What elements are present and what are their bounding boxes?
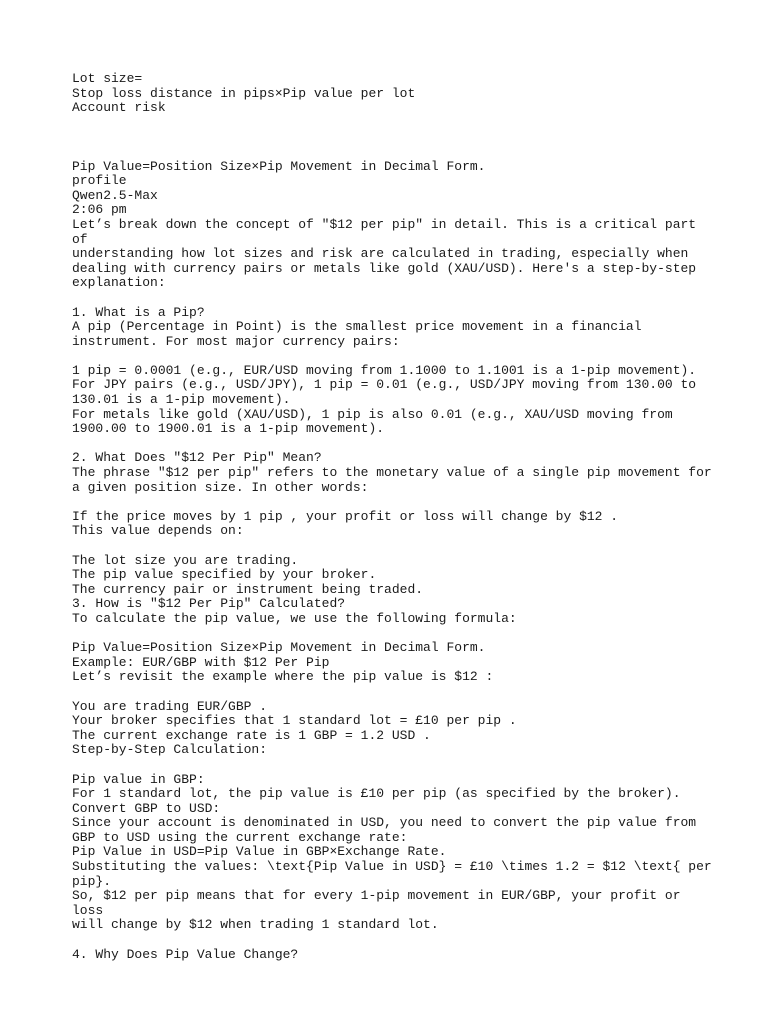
text-line: So, $12 per pip means that for every 1-pip movement in EUR/GBP, your profit or loss: [72, 888, 689, 918]
text-line: 2. What Does "$12 Per Pip" Mean?: [72, 450, 322, 466]
text-line: The phrase "$12 per pip" refers to the monetary value of a single pip movement for: [72, 465, 712, 481]
text-line: For JPY pairs (e.g., USD/JPY), 1 pip = 0.01 (e.g., USD/JPY moving from 130.00 to: [72, 377, 697, 393]
text-line: 2:06 pm: [72, 202, 127, 218]
text-line: Let’s revisit the example where the pip value is $12 :: [72, 669, 494, 685]
text-line: [72, 758, 712, 773]
text-line: Stop loss distance in pips×Pip value per lot: [72, 85, 416, 101]
text-line: 1900.00 to 1900.01 is a 1-pip movement).: [72, 421, 385, 437]
text-line: GBP to USD using the current exchange rate:: [72, 829, 408, 845]
text-line: [72, 349, 712, 364]
text-line: [72, 685, 712, 700]
text-line: To calculate the pip value, we use the following formula:: [72, 610, 517, 626]
text-line: [72, 116, 712, 131]
text-line: You are trading EUR/GBP .: [72, 698, 268, 714]
text-line: Your broker specifies that 1 standard lot = £10 per pip .: [72, 713, 517, 729]
text-line: Qwen2.5-Max: [72, 187, 158, 203]
text-line: pip}.: [72, 873, 112, 889]
text-line: This value depends on:: [72, 523, 244, 539]
text-line: 4. Why Does Pip Value Change?: [72, 946, 299, 962]
text-line: Pip value in GBP:: [72, 771, 205, 787]
text-line: For 1 standard lot, the pip value is £10 per pip (as specified by the broker).: [72, 786, 681, 802]
text-line: For metals like gold (XAU/USD), 1 pip is also 0.01 (e.g., XAU/USD moving from: [72, 406, 673, 422]
text-line: a given position size. In other words:: [72, 479, 369, 495]
text-line: Pip Value in USD=Pip Value in GBP×Exchange Rate.: [72, 844, 447, 860]
text-line: Convert GBP to USD:: [72, 800, 221, 816]
text-line: 1 pip = 0.0001 (e.g., EUR/USD moving from 1.1000 to 1.1001 is a 1-pip movement).: [72, 362, 697, 378]
text-line: Substituting the values: \text{Pip Value in USD} = £10 \times 1.2 = $12 \text{ per: [72, 859, 712, 875]
text-line: Account risk: [72, 100, 166, 116]
text-line: A pip (Percentage in Point) is the smallest price movement in a financial: [72, 319, 642, 335]
document-body: [72, 72, 712, 962]
text-line: instrument. For most major currency pairs:: [72, 333, 400, 349]
text-line: The current exchange rate is 1 GBP = 1.2 USD .: [72, 727, 431, 743]
text-line: explanation:: [72, 275, 166, 291]
text-line: [72, 437, 712, 452]
text-line: [72, 539, 712, 554]
text-line: 3. How is "$12 Per Pip" Calculated?: [72, 596, 346, 612]
text-line: Lot size=: [72, 71, 143, 86]
text-line: profile: [72, 173, 127, 189]
text-line: [72, 495, 712, 510]
text-line: [72, 145, 712, 160]
text-line: Pip Value=Position Size×Pip Movement in Decimal Form.: [72, 640, 486, 656]
text-line: will change by $12 when trading 1 standard lot.: [72, 917, 439, 933]
text-line: Since your account is denominated in USD, you need to convert the pip value from: [72, 815, 697, 831]
text-line: [72, 291, 712, 306]
text-line: dealing with currency pairs or metals like gold (XAU/USD). Here's a step-by-step: [72, 260, 697, 276]
text-line: [72, 933, 712, 948]
text-line: [72, 627, 712, 642]
text-line: The currency pair or instrument being traded.: [72, 581, 424, 597]
text-line: Step-by-Step Calculation:: [72, 742, 268, 758]
text-line: Pip Value=Position Size×Pip Movement in Decimal Form.: [72, 158, 486, 174]
text-line: understanding how lot sizes and risk are calculated in trading, especially when: [72, 246, 689, 262]
text-line: 1. What is a Pip?: [72, 304, 205, 320]
text-line: 130.01 is a 1-pip movement).: [72, 392, 291, 408]
text-line: Example: EUR/GBP with $12 Per Pip: [72, 654, 330, 670]
text-line: [72, 130, 712, 145]
text-line: If the price moves by 1 pip , your profit or loss will change by $12 .: [72, 508, 619, 524]
text-line: The lot size you are trading.: [72, 552, 299, 568]
text-line: Let’s break down the concept of "$12 per pip" in detail. This is a critical part of: [72, 216, 704, 247]
text-line: The pip value specified by your broker.: [72, 567, 377, 583]
